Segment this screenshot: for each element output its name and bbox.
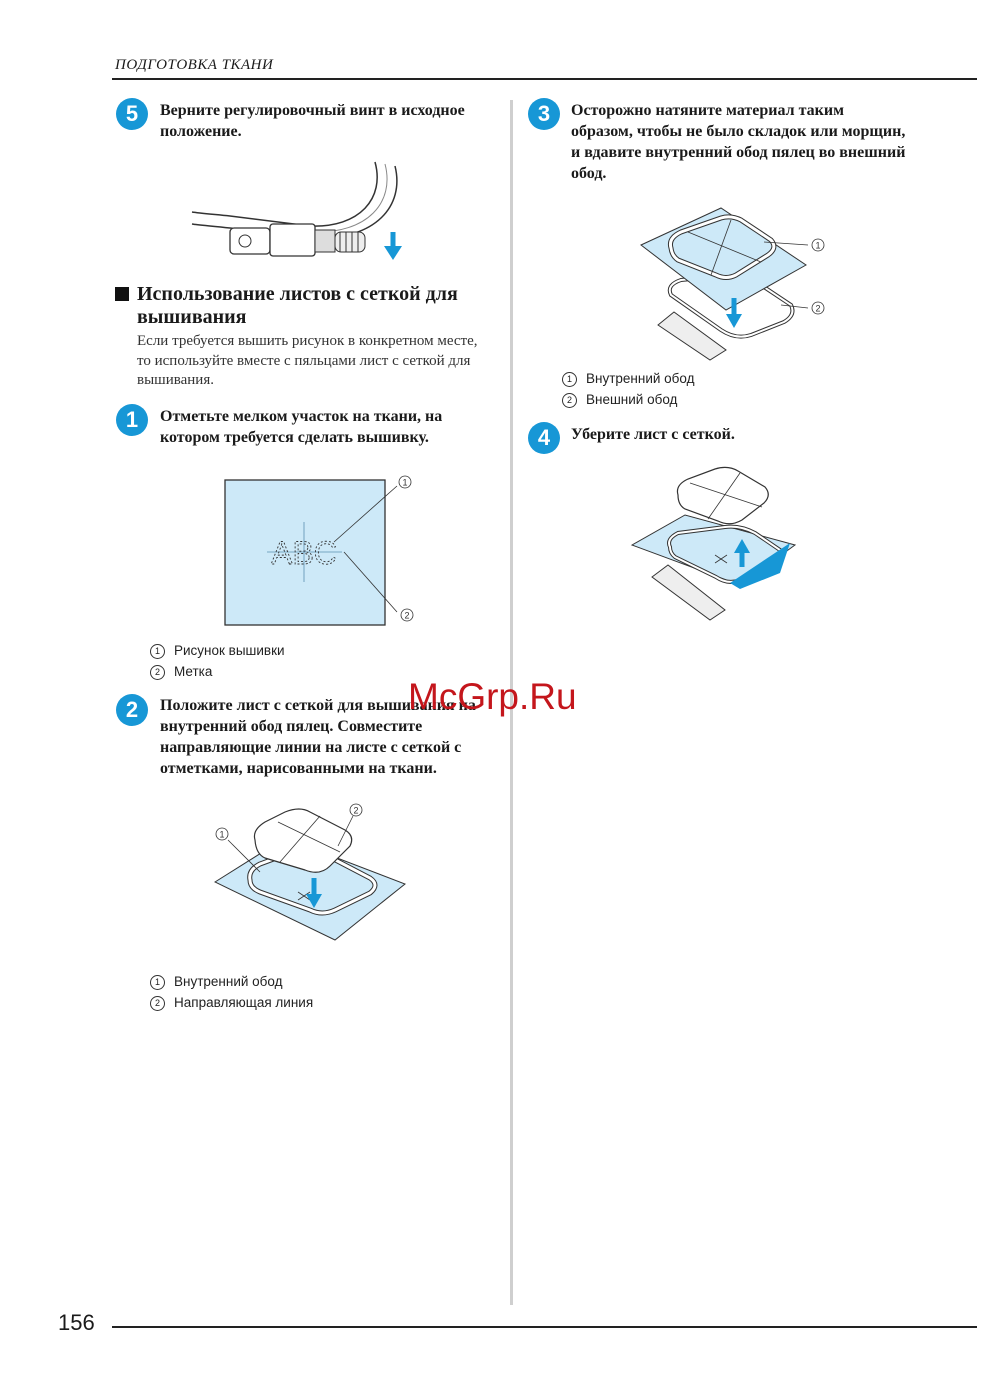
step-3-text: Осторожно натяните материал таким образом, чтобы не было складок или морщин, и вдавите внутренний обод пялец во внешний обод. (571, 102, 906, 182)
hoop-screw-illustration (190, 158, 410, 268)
step-5-text: Верните регулировочный винт в исходное положение. (160, 102, 465, 140)
callout-2: 2 (353, 805, 359, 816)
legend-num: 2 (562, 393, 577, 408)
header-rule (112, 78, 977, 80)
step-2-legend (150, 971, 313, 1013)
legend-label: Рисунок вышивки (174, 643, 285, 658)
footer-rule (112, 1326, 977, 1328)
section-intro: Если требуется вышить рисунок в конкретном месте, то используйте вместе с пяльцами лист с сеткой для вышивания. (137, 333, 478, 388)
step-1-legend (150, 640, 285, 682)
remove-grid-sheet-illustration (630, 465, 800, 625)
callout-2: 2 (815, 303, 821, 314)
legend-label: Внутренний обод (586, 371, 695, 386)
callout-1: 1 (815, 240, 821, 251)
legend-num: 1 (150, 644, 165, 659)
legend-num: 1 (150, 975, 165, 990)
step-3-badge: 3 (528, 98, 560, 130)
fabric-mark-illustration (222, 472, 422, 632)
legend-label: Направляющая линия (174, 995, 314, 1010)
callout-1: 1 (219, 829, 225, 840)
page-number: 156 (58, 1310, 95, 1335)
legend-label: Внутренний обод (174, 974, 283, 989)
embroidery-letters: ABC (271, 535, 337, 571)
step-2-badge: 2 (116, 694, 148, 726)
section-title: Использование листов с сеткой для вышивания (137, 283, 458, 328)
page-header-title: ПОДГОТОВКА ТКАНИ (115, 57, 274, 73)
legend-label: Метка (174, 664, 213, 679)
legend-num: 1 (562, 372, 577, 387)
legend-num: 2 (150, 996, 165, 1011)
hoop-press-illustration (636, 200, 836, 365)
step-2-text: Положите лист с сеткой для вышивания на внутренний обод пялец. Совместите направляющие линии на листе с сеткой с отметками, нарисованными на ткани. (160, 697, 476, 777)
step-3-legend (562, 368, 694, 410)
step-4-text: Уберите лист с сеткой. (571, 426, 735, 443)
watermark: McGrp.Ru (408, 676, 577, 717)
callout-2: 2 (404, 610, 410, 621)
step-1-badge: 1 (116, 404, 148, 436)
step-5-badge: 5 (116, 98, 148, 130)
grid-sheet-placement-illustration (210, 800, 410, 950)
step-4-badge: 4 (528, 422, 560, 454)
legend-label: Внешний обод (586, 392, 678, 407)
callout-1: 1 (402, 477, 408, 488)
legend-num: 2 (150, 665, 165, 680)
section-bullet (115, 287, 129, 301)
step-1-text: Отметьте мелком участок на ткани, на котором требуется сделать вышивку. (160, 408, 443, 446)
